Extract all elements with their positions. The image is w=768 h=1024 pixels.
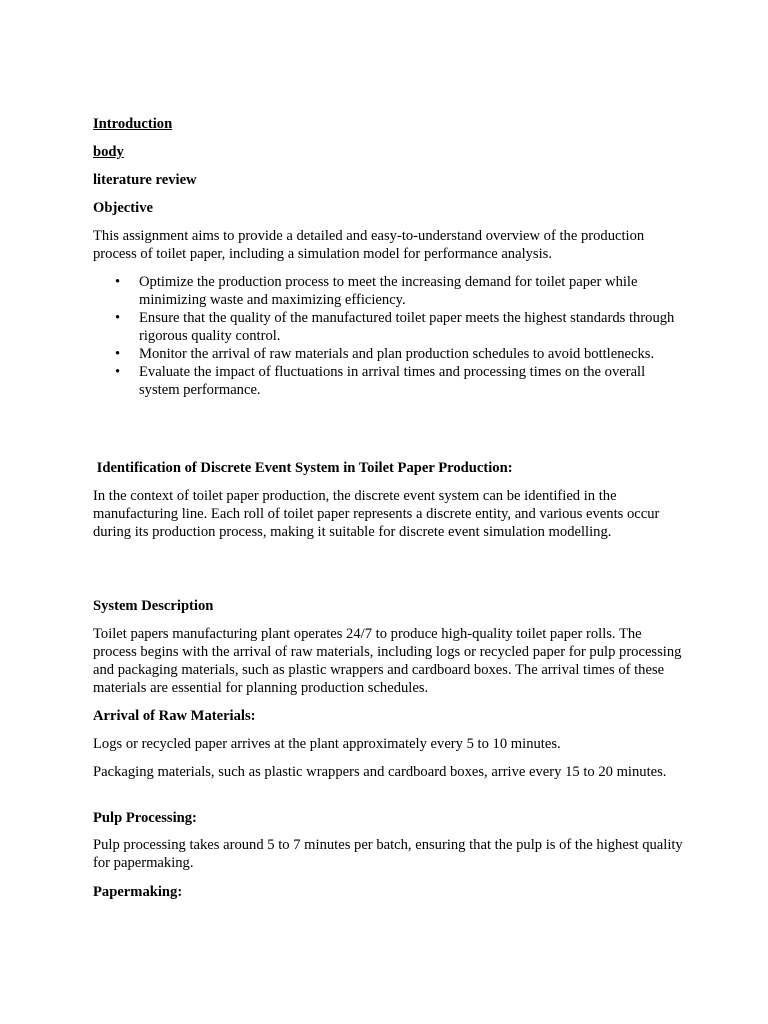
system-description-paragraph: Toilet papers manufacturing plant operates 24/7 to produce high-quality toilet paper rolls. The process begins with the arrival of raw materials, including logs or recycled paper for pulp processing and packaging materials, such as plastic wrappers and cardboard boxes. The arrival times of these materials are essential for planning production schedules.: [93, 626, 682, 696]
heading-introduction: Introduction: [93, 116, 173, 132]
heading-system-description: System Description: [93, 598, 214, 614]
heading-identification: Identification of Discrete Event System in Toilet Paper Production:: [93, 460, 513, 476]
heading-body: body: [93, 144, 124, 160]
objectives-list: [93, 273, 683, 399]
heading-literature-review: literature review: [93, 172, 197, 188]
arrival-logs-paragraph: Logs or recycled paper arrives at the plant approximately every 5 to 10 minutes.: [93, 736, 561, 752]
heading-arrival-raw-materials: Arrival of Raw Materials:: [93, 708, 256, 724]
heading-objective: Objective: [93, 200, 153, 216]
list-item: • Monitor the arrival of raw materials and plan production schedules to avoid bottlenecks.: [93, 345, 683, 363]
list-item: • Evaluate the impact of fluctuations in arrival times and processing times on the overall system performance.: [93, 363, 683, 399]
pulp-processing-paragraph: Pulp processing takes around 5 to 7 minutes per batch, ensuring that the pulp is of the highest quality for papermaking.: [93, 837, 683, 871]
heading-papermaking: Papermaking:: [93, 884, 183, 900]
identification-paragraph: In the context of toilet paper production, the discrete event system can be identified in the manufacturing line. Each roll of toilet paper represents a discrete entity, and various events occur during its production process, making it suitable for discrete event simulation modelling.: [93, 488, 660, 540]
list-item: • Ensure that the quality of the manufactured toilet paper meets the highest standards through rigorous quality control.: [93, 309, 683, 345]
list-item: • Optimize the production process to meet the increasing demand for toilet paper while minimizing waste and maximizing efficiency.: [93, 273, 683, 309]
arrival-packaging-paragraph: Packaging materials, such as plastic wrappers and cardboard boxes, arrive every 15 to 20 minutes.: [93, 764, 667, 780]
heading-pulp-processing: Pulp Processing:: [93, 810, 197, 826]
objective-intro-paragraph: This assignment aims to provide a detailed and easy-to-understand overview of the production process of toilet paper, including a simulation model for performance analysis.: [93, 228, 645, 262]
